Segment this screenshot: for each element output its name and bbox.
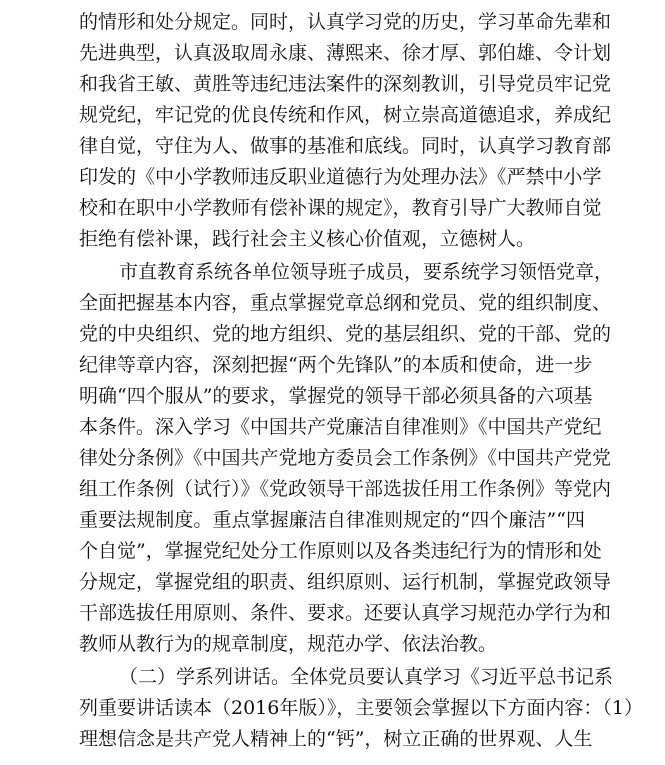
text-line-22: （二）学系列讲话。全体党员要认真学习《习近平总书记系 xyxy=(119,666,614,688)
text-line-5: 律自觉，守住为人、做事的基准和底线。同时，认真学习教育部 xyxy=(79,135,612,157)
text-line-16: 组工作条例（试行）》《党政领导干部选拔任用工作条例》等党内 xyxy=(79,478,612,500)
text-line-10: 全面把握基本内容，重点掌握党章总纲和党员、党的组织制度、 xyxy=(79,292,612,314)
text-line-18: 个自觉”，掌握党纪处分工作原则以及各类违纪行为的情形和处 xyxy=(79,540,602,562)
text-line-4: 规党纪，牢记党的优良传统和作风，树立崇高道德追求，养成纪 xyxy=(79,104,612,126)
text-line-2: 先进典型，认真汲取周永康、薄熙来、徐才厚、郭伯雄、令计划 xyxy=(79,42,612,64)
text-line-9: 市直教育系统各单位领导班子成员，要系统学习领悟党章， xyxy=(119,261,614,283)
text-line-3: 和我省王敏、黄胜等违纪违法案件的深刻教训，引导党员牢记党 xyxy=(79,73,612,95)
text-line-21: 教师从教行为的规章制度，规范办学、依法治教。 xyxy=(79,633,498,655)
text-line-8: 拒绝有偿补课，践行社会主义核心价值观，立德树人。 xyxy=(79,228,536,250)
text-line-1: 的情形和处分规定。同时，认真学习党的历史，学习革命先辈和 xyxy=(79,11,612,33)
text-line-13: 明确“四个服从”的要求，掌握党的领导干部必须具备的六项基 xyxy=(79,385,593,407)
text-line-7: 校和在职中小学教师有偿补课的规定》，教育引导广大教师自觉 xyxy=(79,197,602,219)
text-line-14: 本条件。深入学习《中国共产党廉洁自律准则》《中国共产党纪 xyxy=(79,416,602,438)
text-line-23: 列重要讲话读本（2016年版）》，主要领会掌握以下方面内容：（1） xyxy=(79,697,643,719)
text-line-24: 理想信念是共产党人精神上的“钙”，树立正确的世界观、人生 xyxy=(79,728,593,750)
text-line-19: 分规定，掌握党组的职责、组织原则、运行机制，掌握党政领导 xyxy=(79,571,612,593)
text-line-11: 党的中央组织、党的地方组织、党的基层组织、党的干部、党的 xyxy=(79,323,612,345)
text-line-15: 律处分条例》《中国共产党地方委员会工作条例》《中国共产党党 xyxy=(79,447,612,469)
text-line-6: 印发的《中小学教师违反职业道德行为处理办法》《严禁中小学 xyxy=(79,166,602,188)
text-line-17: 重要法规制度。重点掌握廉洁自律准则规定的“四个廉洁”“四 xyxy=(79,509,585,531)
text-line-20: 干部选拔任用原则、条件、要求。还要认真学习规范办学行为和 xyxy=(79,602,612,624)
text-line-12: 纪律等章内容，深刻把握“两个先锋队”的本质和使命，进一步 xyxy=(79,354,593,376)
